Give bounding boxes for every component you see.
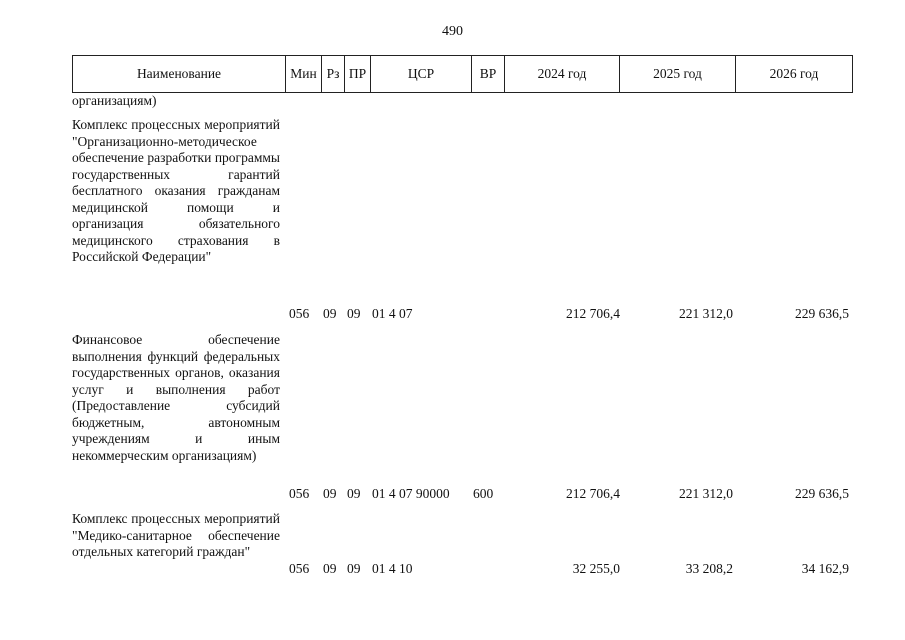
header-csr: ЦСР <box>371 56 472 93</box>
header-2026: 2026 год <box>736 56 853 93</box>
row-2026: 229 636,5 <box>795 486 849 501</box>
header-name: Наименование <box>73 56 286 93</box>
page-number: 490 <box>442 24 463 39</box>
row-name: Комплекс процессных мероприятий "Медико-санитарное обеспечение отдельных категорий граждан" <box>72 511 280 559</box>
row-2025: 221 312,0 <box>679 306 733 321</box>
row-2025: 33 208,2 <box>685 561 733 576</box>
row-2025: 221 312,0 <box>679 486 733 501</box>
row-2024: 212 706,4 <box>566 306 620 321</box>
header-2025: 2025 год <box>620 56 736 93</box>
row-2026: 34 162,9 <box>801 561 849 576</box>
row-vr: 600 <box>473 486 494 501</box>
row-rz: 09 <box>323 306 337 321</box>
row-name: Финансовое обеспечение выполнения функций федеральных государственных органов, оказания услуг и выполнения работ (Предоставление субсидий бюджетным, автономным учреждениям и иным некоммерческим организациям) <box>72 332 280 463</box>
row-pr: 09 <box>347 306 361 321</box>
row-min: 056 <box>289 306 310 321</box>
header-rz: Рз <box>322 56 345 93</box>
row-csr: 01 4 07 <box>372 306 413 321</box>
row-pr: 09 <box>347 561 361 576</box>
row-rz: 09 <box>323 486 337 501</box>
row-2024: 32 255,0 <box>572 561 620 576</box>
continuation-text: организациям) <box>72 93 157 108</box>
row-name: Комплекс процессных мероприятий "Организационно-методическое обеспечение разработки программы государственных гарантий бесплатного оказания гражданам медицинской помощи и организация обязательного медицинского страхования в Российской Федерации" <box>72 117 280 264</box>
header-2024: 2024 год <box>505 56 620 93</box>
row-min: 056 <box>289 486 310 501</box>
table-header <box>72 55 853 93</box>
row-rz: 09 <box>323 561 337 576</box>
header-pr: ПР <box>345 56 371 93</box>
row-min: 056 <box>289 561 310 576</box>
row-2024: 212 706,4 <box>566 486 620 501</box>
header-vr: ВР <box>472 56 505 93</box>
row-csr: 01 4 10 <box>372 561 413 576</box>
row-2026: 229 636,5 <box>795 306 849 321</box>
header-min: Мин <box>286 56 322 93</box>
row-csr: 01 4 07 90000 <box>372 486 450 501</box>
row-pr: 09 <box>347 486 361 501</box>
